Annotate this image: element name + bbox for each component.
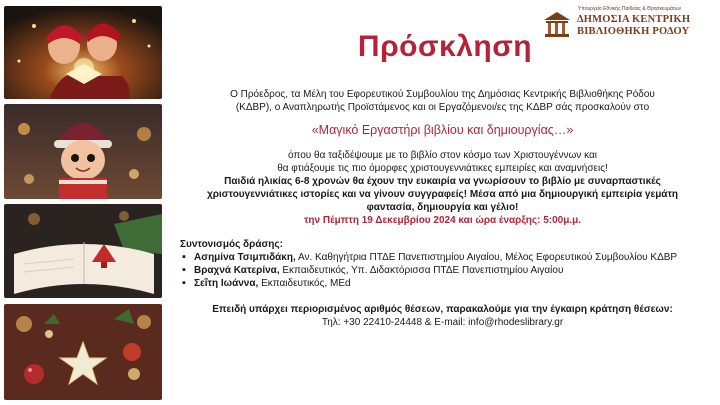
contact-info: Τηλ: +30 22410-24448 & E-mail: info@rhodeslibrary.gr xyxy=(321,317,564,328)
photo-children-reading-book xyxy=(4,6,162,99)
desc-line: Παιδιά ηλικίας 6-8 χρονών θα έχουν την ευκαιρία να γνωρίσουν το βιβλίο με συναρπαστικές xyxy=(224,176,661,187)
desc-line: φαντασία, δημιουργία και γέλιο! xyxy=(366,202,519,213)
coordinator-name: Σεΐτη Ιωάννα, xyxy=(194,278,259,289)
desc-line: όπου θα ταξιδέψουμε με το βιβλίο στον κόσμο των Χριστουγέννων και xyxy=(288,150,597,161)
coordinator-name: Βραχνά Κατερίνα, xyxy=(194,265,280,276)
intro-line: Ο Πρόεδρος, τα Μέλη του Εφορευτικού Συμβουλίου της Δημόσιας Κεντρικής Βιβλιοθήκης Ρόδου xyxy=(230,89,655,100)
ministry-label: Υπουργείο Εθνικής Παιδείας & Θρησκευμάτων xyxy=(578,6,682,12)
coordinator-role: Αν. Καθηγήτρια ΠΤΔΕ Πανεπιστημίου Αιγαίου, Μέλος Εφορευτικού Συμβουλίου ΚΔΒΡ xyxy=(295,252,678,263)
desc-line: θα φτιάξουμε τις πιο όμορφες χριστουγεννιάτικες εμπειρίες και αναμνήσεις! xyxy=(277,163,608,174)
invitation-title: Πρόσκληση xyxy=(357,30,533,63)
reservation-note: Επειδή υπάρχει περιορισμένος αριθμός θέσεων, παρακαλούμε για την έγκαιρη κράτηση θέσεων: xyxy=(212,304,673,315)
intro-line: (ΚΔΒΡ), ο Αναπληρωτής Προϊστάμενος και οι Εργαζόμενοι/ες της ΚΔΒΡ σάς προσκαλούν στο xyxy=(235,102,650,113)
photo-book-with-tree-ornament xyxy=(4,204,162,298)
library-name-line1: ΔΗΜΟΣΙΑ ΚΕΝΤΡΙΚΗ xyxy=(577,14,691,25)
coordinator-name: Ασημίνα Τσιμπιδάκη, xyxy=(194,252,296,263)
coordinator-role: Εκπαιδευτικός, MEd xyxy=(258,278,351,289)
coordinator-item xyxy=(180,264,715,277)
reservation-footer xyxy=(170,303,715,329)
coordinator-item xyxy=(180,277,715,290)
desc-line: χριστουγεννιάτικες ιστορίες και να γίνουν συγγραφείς! Μέσα από μια δημιουργική εμπειρία γεμάτη xyxy=(206,189,679,200)
coordinators-list xyxy=(180,251,715,290)
photo-christmas-star-decorations xyxy=(4,304,162,400)
invitation-body xyxy=(170,88,715,329)
event-date: την Πέμπτη 19 Δεκεμβρίου 2024 και ώρα έναρξης: 5:00μ.μ. xyxy=(303,215,582,226)
intro-paragraph xyxy=(170,88,715,114)
coordination-section xyxy=(180,238,715,290)
workshop-description xyxy=(170,149,715,227)
photo-christmas-doll xyxy=(4,104,162,199)
coordinator-role: Εκπαιδευτικός, Υπ. Διδακτόρισσα ΠΤΔΕ Πανεπιστημίου Αιγαίου xyxy=(279,265,564,276)
workshop-title: «Μαγικό Εργαστήρι βιβλίου και δημιουργίας…» xyxy=(311,123,574,137)
coordinator-item xyxy=(180,251,715,264)
library-name-line2: ΒΙΒΛΙΟΘΗΚΗ ΡΟΔΟΥ xyxy=(577,26,690,37)
coordination-heading: Συντονισμός δράσης: xyxy=(180,239,283,250)
